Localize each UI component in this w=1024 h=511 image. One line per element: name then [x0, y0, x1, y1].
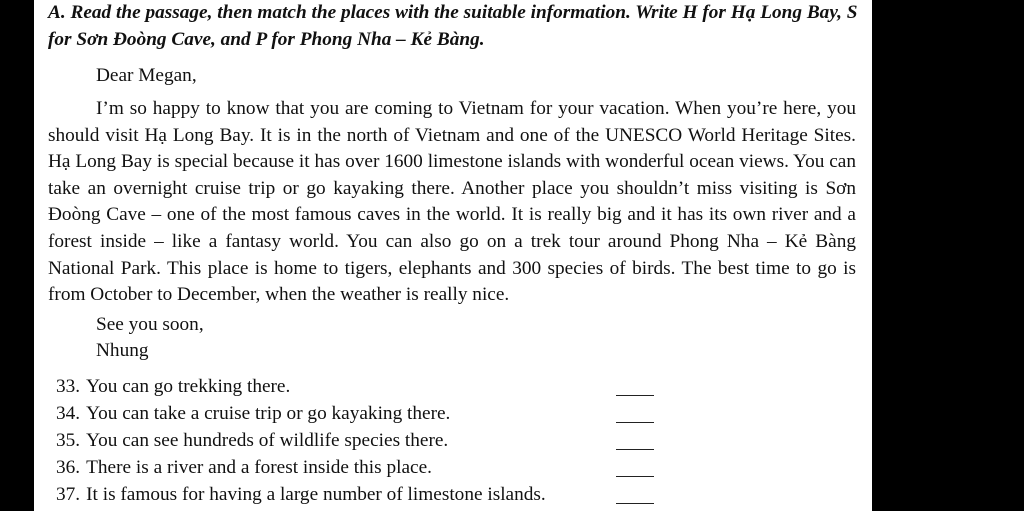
question-number: 33.: [56, 376, 81, 397]
question-item: [56, 373, 676, 400]
question-item: [56, 427, 676, 454]
question-number: 35.: [56, 430, 81, 451]
question-number: 36.: [56, 457, 81, 478]
letter-body: I’m so happy to know that you are coming to Vietnam for your vacation. When you’re here, you should visit Hạ Long Bay. It is in the north of Vietnam and one of the UNESCO World Heritage Sites. Hạ Long Bay is special because it has over 1600 limestone islands with wonderful ocean views. You can take an overnight cruise trip or go kayaking there. Another place you shouldn’t miss visiting is Sơn Đoòng Cave – one of the most famous caves in the world. It is really big and it has its own river and a forest inside – like a fantasy world. You can also go on a trek tour around Phong Nha – Kẻ Bàng National Park. This place is home to tigers, elephants and 300 species of birds. The best time to go is from October to December, when the weather is really nice.: [48, 98, 856, 306]
question-text: There is a river and a forest inside this place.: [86, 457, 432, 478]
answer-blank[interactable]: [616, 422, 654, 423]
question-number: 34.: [56, 403, 81, 424]
worksheet-page: [34, 0, 872, 511]
letter-signature: Nhung: [96, 340, 149, 361]
question-text: It is famous for having a large number of limestone islands.: [86, 484, 546, 505]
answer-blank[interactable]: [616, 449, 654, 450]
question-number: 37.: [56, 484, 81, 505]
question-text: You can see hundreds of wildlife species there.: [86, 430, 449, 451]
question-item: [56, 481, 676, 508]
question-item: [56, 454, 676, 481]
answer-blank[interactable]: [616, 395, 654, 396]
question-item: [56, 400, 676, 427]
answer-blank[interactable]: [616, 476, 654, 477]
answer-blank[interactable]: [616, 503, 654, 504]
question-list: [56, 373, 676, 508]
letter-salutation: Dear Megan,: [96, 65, 197, 86]
question-text: You can go trekking there.: [86, 376, 291, 397]
letter-closing: See you soon,: [96, 314, 204, 335]
exercise-instruction: A. Read the passage, then match the places with the suitable information. Write H for Hạ Long Bay, S for Sơn Đoòng Cave, and P for Phong Nha – Kẻ Bàng.: [48, 2, 858, 50]
question-text: You can take a cruise trip or go kayaking there.: [86, 403, 451, 424]
